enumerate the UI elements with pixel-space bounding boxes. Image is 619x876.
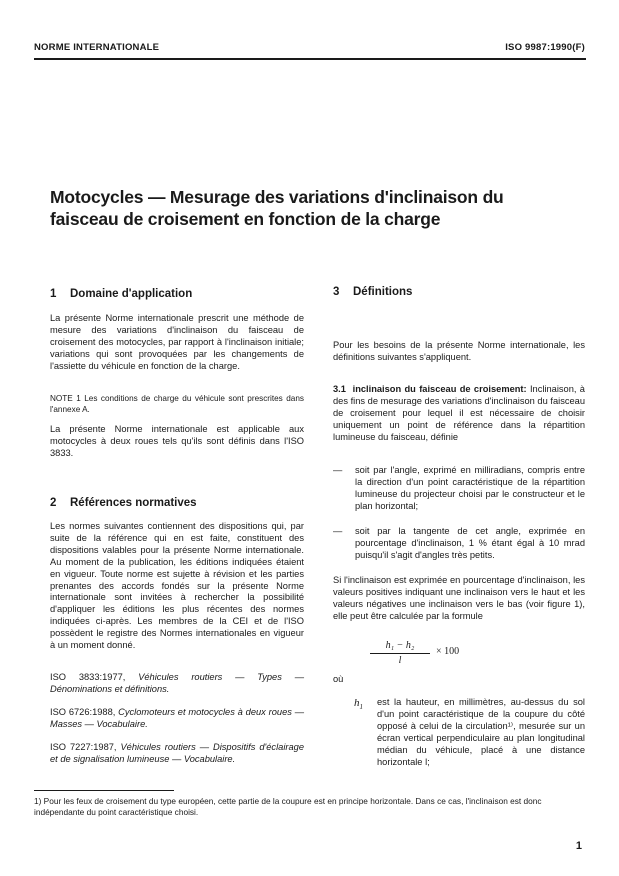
section-3-heading: 3 Définitions [333, 286, 413, 298]
section-1-paragraph-2: La présente Norme internationale est applicable aux motocycles à deux roues tels qu'ils sont définis dans l'ISO 3833. [50, 424, 304, 458]
footnote: 1) Pour les feux de croisement du type européen, cette partie de la coupure est en principe horizontale. Dans ce cas, l'inclinaison est donc indépendante du point caractéristique choisi. [34, 796, 542, 817]
reference-item: ISO 6726:1988, Cyclomoteurs et motocycles à deux roues — Masses — Vocabulaire. [50, 707, 304, 729]
header-standard-id: ISO 9987:1990(F) [505, 42, 585, 53]
section-2-paragraph: Les normes suivantes contiennent des dispositions qui, par suite de la référence qui en est faite, constituent des dispositions valables pour la présente Norme internationale. Au moment de la publication, les éditions indiquées étaient en vigueur. Toute norme est sujette à révision et les parties prenantes des accords fondés sur la présente Norme internationale sont invitées à rechercher la possibilité d'appliquer les éditions les plus récentes des normes indiquées ci-après. Les membres de la CEI et de l'ISO possèdent le registre des Normes internationales en vigueur à un moment donné. [50, 521, 304, 651]
formula-denominator: l [398, 655, 402, 666]
reference-item: ISO 7227:1987, Véhicules routiers — Dispositifs d'éclairage et de signalisation lumineuse — Vocabulaire. [50, 742, 304, 764]
formula-multiplier: × 100 [436, 646, 460, 657]
formula-intro-paragraph: Si l'inclinaison est exprimée en pourcentage d'inclinaison, les valeurs positives indiquant une inclinaison vers le haut et les valeurs négatives une inclinaison vers le bas (voir figure 1), elle peut être calculée par la formule [333, 575, 585, 621]
definition-dash-item: — soit par l'angle, exprimé en milliradians, compris entre la direction d'un point caractéristique de la répartition lumineuse du projecteur choisi par le constructeur et le plan horizontal; [333, 465, 585, 511]
section-3-intro: Pour les besoins de la présente Norme internationale, les définitions suivantes s'appliquent. [333, 340, 585, 362]
formula-numerator: h₁ − h₂ [385, 640, 415, 651]
variable-symbol: $h_1$ [354, 697, 363, 712]
page-number: 1 [575, 840, 582, 852]
reference-item: ISO 3833:1977, Véhicules routiers — Types — Dénominations et définitions. [50, 672, 304, 694]
section-1-note: NOTE 1 Les conditions de charge du véhicule sont prescrites dans l'annexe A. [50, 394, 304, 414]
definition-3-1: 3.1 inclinaison du faisceau de croisement: Inclinaison, à des fins de mesurage des variations d'inclinaison du faisceau de croisement pour lequel il est nécessaire de choisir uniquement un point de référence dans la répartition lumineuse du faisceau, définie [333, 384, 585, 442]
section-1-heading: 1 Domaine d'application [50, 288, 193, 300]
where-label: où [333, 674, 344, 684]
variable-description: est la hauteur, en millimètres, au-dessus du sol d'un point caractéristique de la coupure du côté opposé à celui de la circulation¹⁾, mesurée sur un écran vertical perpendiculaire au plan longitudinal médian du véhicule, placé à une distance horizontale l; [377, 697, 585, 767]
header-standard-type: NORME INTERNATIONALE [34, 42, 160, 53]
footnote-rule [34, 790, 174, 791]
section-1-paragraph-1: La présente Norme internationale prescrit une méthode de mesure des variations d'inclinaison du faisceau de croisement des motocycles, par rapport à l'inclinaison initiale; variations qui sont provoquées par les changements de l'assiette du véhicule en fonction de la charge. [50, 313, 304, 371]
document-title: Motocycles — Mesurage des variations d'inclinaison du faisceau de croisement en fonction de la charge [50, 187, 504, 229]
section-2-heading: 2 Références normatives [50, 497, 197, 509]
formula-fraction [370, 640, 430, 666]
definition-dash-item: — soit par la tangente de cet angle, exprimée en pourcentage d'inclinaison, 1 % étant égal à 10 mrad puisqu'il s'agit d'angles très petits. [333, 526, 585, 560]
header-rule [34, 58, 586, 60]
fraction-bar [370, 653, 430, 654]
